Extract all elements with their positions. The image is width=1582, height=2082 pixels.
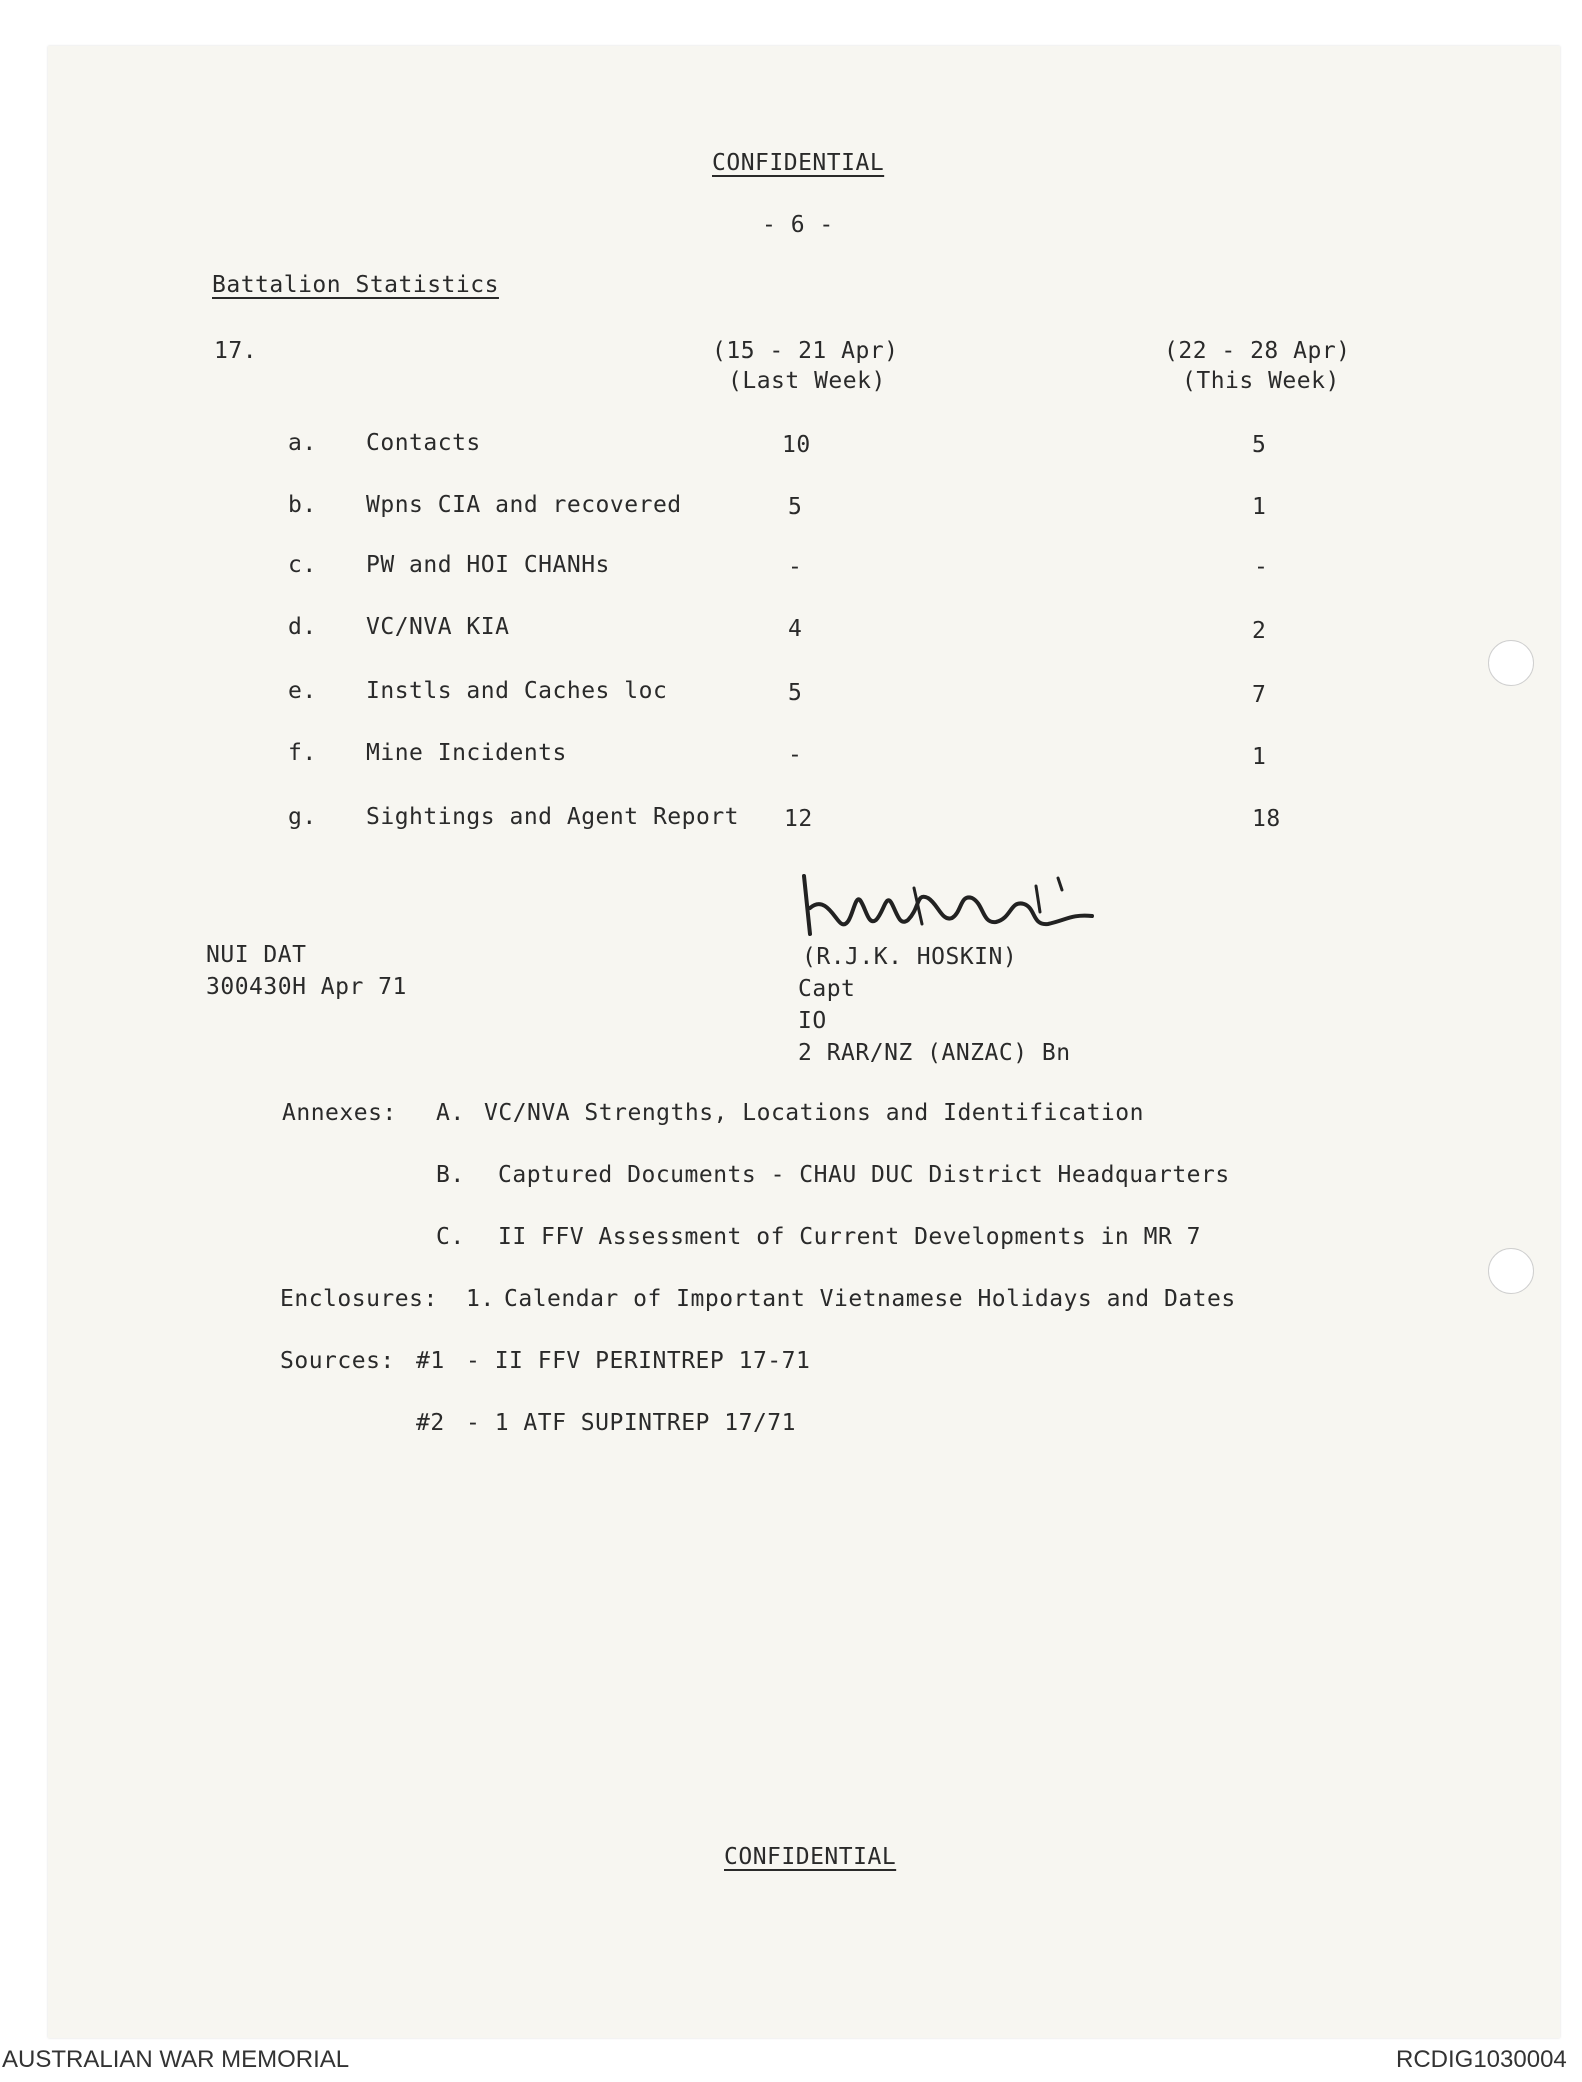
row-last-week: 4 xyxy=(788,616,803,642)
punch-hole xyxy=(1488,1248,1534,1294)
annexes-label: Annexes: xyxy=(282,1100,397,1126)
enclosure-text: Calendar of Important Vietnamese Holidays and Dates xyxy=(504,1286,1236,1312)
annex-letter: A. xyxy=(436,1100,465,1126)
enclosure-number: 1. xyxy=(466,1286,495,1312)
source-number: #2 xyxy=(416,1410,445,1436)
row-last-week: 5 xyxy=(788,494,803,520)
signatory-appointment: IO xyxy=(798,1008,827,1034)
signatory-rank: Capt xyxy=(798,976,856,1002)
section-title: Battalion Statistics xyxy=(212,272,499,298)
row-this-week: 1 xyxy=(1252,494,1267,520)
source-text: - 1 ATF SUPINTREP 17/71 xyxy=(466,1410,796,1436)
row-this-week: 5 xyxy=(1252,432,1267,458)
annex-letter: C. xyxy=(436,1224,465,1250)
archive-reference: RCDIG1030004 xyxy=(1396,2046,1567,2073)
annex-text: Captured Documents - CHAU DUC District Headquarters xyxy=(498,1162,1230,1188)
source-text: - II FFV PERINTREP 17-71 xyxy=(466,1348,811,1374)
row-last-week: - xyxy=(788,742,803,768)
row-last-week: 5 xyxy=(788,680,803,706)
row-this-week: 1 xyxy=(1252,744,1267,770)
row-item: Instls and Caches loc xyxy=(366,678,668,704)
row-letter: a. xyxy=(288,430,317,456)
enclosures-label: Enclosures: xyxy=(280,1286,438,1312)
paragraph-number: 17. xyxy=(214,338,258,364)
row-this-week: 2 xyxy=(1252,618,1267,644)
col-last-label: (Last Week) xyxy=(728,368,886,394)
row-letter: d. xyxy=(288,614,317,640)
row-letter: f. xyxy=(288,740,317,766)
annex-text: II FFV Assessment of Current Developments in MR 7 xyxy=(498,1224,1202,1250)
row-item: Contacts xyxy=(366,430,481,456)
row-last-week: 12 xyxy=(784,806,813,832)
row-letter: c. xyxy=(288,552,317,578)
row-letter: e. xyxy=(288,678,317,704)
row-item: Mine Incidents xyxy=(366,740,567,766)
location: NUI DAT xyxy=(206,942,307,968)
row-this-week: 7 xyxy=(1252,682,1267,708)
col-last-period: (15 - 21 Apr) xyxy=(712,338,899,364)
annex-letter: B. xyxy=(436,1162,465,1188)
signature-image xyxy=(796,864,1126,944)
row-item: Sightings and Agent Report xyxy=(366,804,740,830)
row-last-week: - xyxy=(788,554,803,580)
punch-hole xyxy=(1488,640,1534,686)
row-last-week: 10 xyxy=(782,432,811,458)
row-item: VC/NVA KIA xyxy=(366,614,510,640)
page-number: - 6 - xyxy=(762,212,834,238)
row-letter: g. xyxy=(288,804,317,830)
source-number: #1 xyxy=(416,1348,445,1374)
classification-header: CONFIDENTIAL xyxy=(712,150,885,176)
classification-footer: CONFIDENTIAL xyxy=(724,1844,897,1870)
row-letter: b. xyxy=(288,492,317,518)
sources-label: Sources: xyxy=(280,1348,395,1374)
date-time-group: 300430H Apr 71 xyxy=(206,974,407,1000)
row-this-week: - xyxy=(1254,554,1269,580)
col-this-label: (This Week) xyxy=(1182,368,1340,394)
row-item: Wpns CIA and recovered xyxy=(366,492,682,518)
row-this-week: 18 xyxy=(1252,806,1281,832)
annex-text: VC/NVA Strengths, Locations and Identification xyxy=(484,1100,1144,1126)
signatory-unit: 2 RAR/NZ (ANZAC) Bn xyxy=(798,1040,1071,1066)
row-item: PW and HOI CHANHs xyxy=(366,552,610,578)
archive-institution: AUSTRALIAN WAR MEMORIAL xyxy=(2,2046,350,2073)
col-this-period: (22 - 28 Apr) xyxy=(1164,338,1351,364)
signatory-name: (R.J.K. HOSKIN) xyxy=(802,944,1018,970)
